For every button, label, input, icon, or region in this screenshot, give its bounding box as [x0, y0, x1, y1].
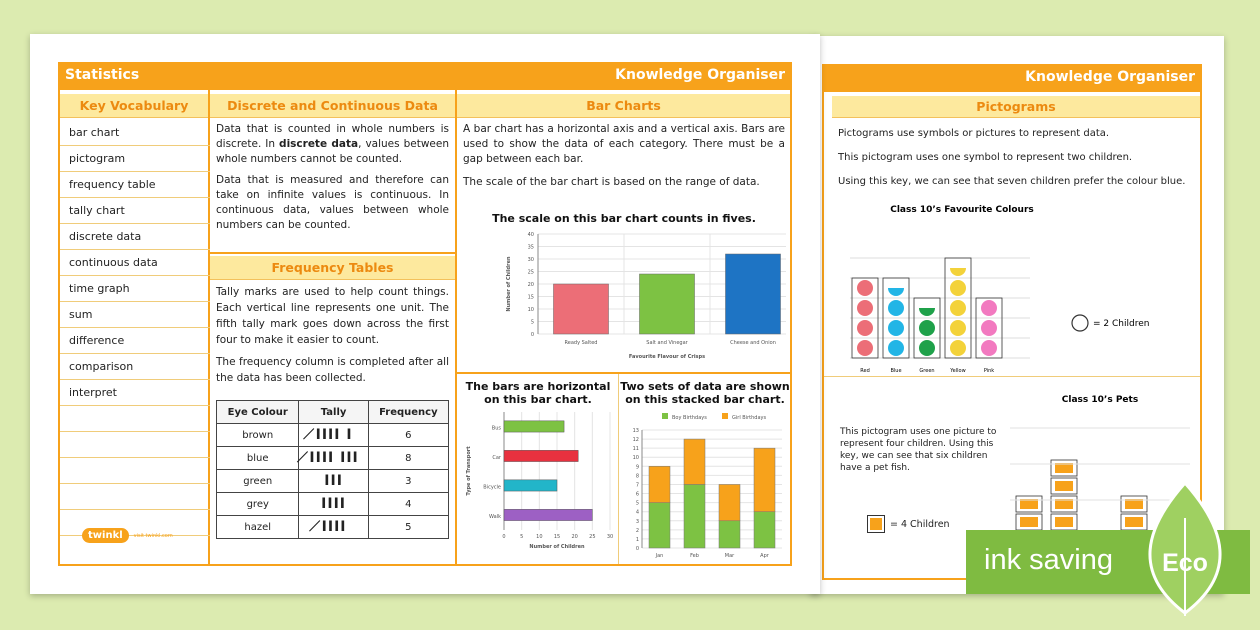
pictograms-p3: Using this key, we can see that seven children prefer the colour blue.: [838, 176, 1186, 187]
row-divider-left: [210, 252, 455, 254]
bar-ready-salted: [553, 284, 608, 334]
y-tick-label: 9: [635, 464, 639, 471]
y-tick-label: 20: [527, 282, 534, 288]
column-divider-2: [455, 90, 457, 564]
pictogram-symbol: [950, 320, 966, 336]
pictogram-colours-title: Class 10’s Favourite Colours: [890, 205, 1034, 215]
x-axis-label: Number of Children: [529, 544, 585, 550]
pictogram-half-symbol: [888, 288, 904, 296]
pictogram-colours-chart: [850, 196, 1200, 376]
discrete-p1: [216, 122, 449, 167]
x-tick-label: 15: [553, 534, 561, 540]
y-tick-label: 40: [527, 232, 534, 238]
tally-cell: ̸IIII: [299, 516, 368, 539]
table-cell: hazel: [217, 516, 299, 539]
frequency-text: [216, 284, 449, 392]
table-row: [217, 470, 449, 493]
vertical-bar-chart: [460, 226, 786, 366]
ink-saving-label: ink saving: [984, 544, 1113, 576]
pictogram-half-symbol: [950, 268, 966, 276]
pictogram-divider: [824, 376, 1200, 377]
tally-cell: ̸IIII I: [299, 424, 368, 447]
horizontal-bar-chart: [460, 408, 616, 556]
y-tick-label: 7: [635, 482, 639, 489]
discrete-p2: Data that is measured and therefore can take on infinite values is continuous. In continuous data, values between whole numbers can be counted.: [216, 174, 449, 231]
pictogram-symbol: [981, 320, 997, 336]
bar-charts-heading: Bar Charts: [457, 94, 790, 118]
discrete-p1a: Data that is counted in whole numbers is discrete. In: [216, 123, 449, 150]
table-header: Tally: [299, 401, 368, 424]
pictogram-symbol: [950, 340, 966, 356]
table-cell: 4: [368, 493, 448, 516]
bar-p1: A bar chart has a horizontal axis and a vertical axis. Bars are used to show the data of each category. There must be a gap between each bar.: [463, 123, 785, 165]
stacked-segment: [684, 484, 705, 548]
pictogram-symbol: [919, 340, 935, 356]
discrete-continuous-heading: Discrete and Continuous Data: [210, 94, 455, 118]
table-row: [217, 493, 449, 516]
table-cell: 8: [368, 447, 448, 470]
y-tick-label: 3: [635, 518, 639, 525]
pet-symbol: [1055, 517, 1073, 527]
y-tick-label: 8: [635, 473, 639, 480]
bar-p2: The scale of the bar chart is based on the range of data.: [463, 176, 760, 188]
page-two-title: Knowledge Organiser: [1025, 69, 1195, 85]
row-divider-right: [457, 372, 790, 374]
legend-label: Girl Birthdays: [732, 415, 767, 421]
y-tick-label: 5: [635, 500, 639, 507]
table-cell: blue: [217, 447, 299, 470]
pictogram-category-label: Green: [919, 368, 935, 374]
pictogram-symbol: [919, 320, 935, 336]
y-axis-label: Number of Children: [506, 256, 512, 312]
table-header: Frequency: [368, 401, 448, 424]
bar-charts-text: [463, 122, 785, 196]
x-tick-label: Salt and Vinegar: [646, 340, 688, 346]
tally-cell: ̸IIII III: [299, 447, 368, 470]
eco-leaf-icon: [1130, 478, 1240, 618]
pictograms-heading: Pictograms: [832, 96, 1200, 118]
stacked-segment: [754, 512, 775, 548]
y-tick-label: 11: [632, 446, 639, 453]
pet-symbol: [1055, 481, 1073, 491]
vocabulary-item: comparison: [60, 354, 210, 380]
pets-text: This pictogram uses one picture to represent four children. Using this key, we can see that six children have a pet fish.: [840, 427, 997, 473]
frequency-p1: Tally marks are used to help count things. Each vertical line represents one unit. The fifth tally mark goes down across the first four to make it easier to count.: [216, 286, 449, 346]
x-tick-label: 25: [589, 534, 596, 540]
chart1-title: The scale on this bar chart counts in fives.: [492, 212, 756, 225]
page-one-subject: Statistics: [65, 67, 140, 83]
tally-cell: IIII: [299, 493, 368, 516]
pictogram-symbol: [981, 340, 997, 356]
bar-walk: [504, 509, 592, 520]
y-tick-label: 13: [632, 428, 639, 434]
pets-key-label: = 4 Children: [890, 519, 950, 530]
discrete-continuous-text: [216, 122, 449, 239]
pictogram-key-label: = 2 Children: [1093, 319, 1150, 329]
page-two-header: [822, 64, 1202, 90]
table-cell: grey: [217, 493, 299, 516]
x-axis-label: Favourite Flavour of Crisps: [628, 354, 706, 360]
y-tick-label: 2: [635, 527, 639, 534]
table-header: Eye Colour: [217, 401, 299, 424]
pictogram-category-label: Blue: [890, 368, 902, 374]
stacked-bar-chart: [622, 408, 790, 558]
table-cell: 5: [368, 516, 448, 539]
y-tick-label: 35: [527, 244, 534, 251]
bar-bus: [504, 421, 564, 432]
y-tick-label: 10: [527, 307, 534, 313]
x-tick-label: 10: [536, 534, 543, 540]
pictograms-text: [838, 128, 1198, 194]
x-tick-label: Cheese and Onion: [730, 340, 776, 346]
table-cell: brown: [217, 424, 299, 447]
vocabulary-blank-line: [60, 432, 210, 458]
discrete-bold: discrete data: [279, 138, 359, 150]
y-tick-label: 12: [632, 437, 639, 444]
vocabulary-item: tally chart: [60, 198, 210, 224]
page-one-title: Knowledge Organiser: [615, 67, 785, 83]
vocabulary-item: interpret: [60, 380, 210, 406]
y-tick-label: 5: [530, 319, 534, 326]
vocabulary-item: discrete data: [60, 224, 210, 250]
pictogram-symbol: [857, 300, 873, 316]
tally-cell: III: [299, 470, 368, 493]
x-tick-label: 5: [520, 534, 524, 540]
vocabulary-item: continuous data: [60, 250, 210, 276]
y-tick-label: 1: [635, 536, 639, 543]
x-tick-label: 30: [606, 534, 614, 540]
table-cell: green: [217, 470, 299, 493]
y-tick-label: 6: [635, 491, 639, 498]
vocabulary-blank-line: [60, 484, 210, 510]
pictogram-category-label: Yellow: [950, 368, 966, 374]
y-tick-label: Walk: [489, 514, 501, 521]
y-tick-label: 10: [632, 455, 639, 462]
page-one-header: [58, 62, 792, 88]
pictogram-columns: [852, 258, 1002, 374]
pictogram-symbol: [950, 280, 966, 296]
pictogram-symbol: [981, 300, 997, 316]
pictogram-symbol: [888, 340, 904, 356]
y-axis-label: Type of Transport: [466, 446, 472, 496]
table-row: [217, 447, 449, 470]
table-row: [217, 424, 449, 447]
x-tick-label: 0: [502, 534, 506, 540]
twinkl-logo: [82, 528, 173, 543]
vocabulary-list: [60, 120, 210, 536]
pictograms-p2: This pictogram uses one symbol to represent two children.: [838, 152, 1133, 163]
pictogram-symbol: [888, 300, 904, 316]
pet-symbol: [1020, 517, 1038, 527]
table-cell: 3: [368, 470, 448, 493]
pictogram-half-symbol: [919, 308, 935, 316]
twinkl-tagline: visit twinkl.com: [133, 532, 173, 539]
vocabulary-blank-line: [60, 406, 210, 432]
pets-chart-title: Class 10’s Pets: [1061, 395, 1139, 405]
stacked-segment: [719, 484, 740, 520]
y-tick-label: 15: [527, 294, 534, 301]
stacked-segment: [684, 439, 705, 484]
x-tick-label: Jan: [655, 553, 664, 558]
chart3-title: Two sets of data are shown on this stacked bar chart.: [620, 380, 790, 406]
pets-key-square-icon: [868, 516, 884, 532]
y-tick-label: Bicycle: [483, 484, 501, 491]
vocabulary-item: sum: [60, 302, 210, 328]
twinkl-logo-mark: twinkl: [82, 528, 129, 543]
pictogram-category-label: Red: [860, 368, 870, 374]
legend-label: Boy Birthdays: [672, 415, 707, 421]
table-row: [217, 516, 449, 539]
bar-cheese-and-onion: [725, 254, 780, 334]
vocabulary-item: time graph: [60, 276, 210, 302]
pictogram-key-circle-icon: [1072, 315, 1088, 331]
legend-swatch: [662, 413, 668, 419]
x-tick-label: Mar: [724, 553, 735, 558]
legend-swatch: [722, 413, 728, 419]
pictogram-symbol: [950, 300, 966, 316]
pictogram-symbol: [888, 320, 904, 336]
x-tick-label: 20: [571, 534, 578, 540]
stacked-segment: [649, 503, 670, 548]
pictogram-symbol: [857, 340, 873, 356]
chart-divider: [618, 374, 619, 564]
chart2-title: The bars are horizontal on this bar chart.: [465, 380, 611, 406]
vocabulary-item: bar chart: [60, 120, 210, 146]
table-cell: 6: [368, 424, 448, 447]
bar-bicycle: [504, 480, 557, 491]
page-one: [30, 34, 820, 594]
vocabulary-item: difference: [60, 328, 210, 354]
bar-car: [504, 450, 578, 461]
bar-salt-and-vinegar: [639, 274, 694, 334]
discrete-p1c: , values between whole numbers cannot be counted.: [216, 138, 449, 165]
x-tick-label: Feb: [690, 553, 699, 558]
x-tick-label: Ready Salted: [564, 340, 598, 346]
pictograms-p1: Pictograms use symbols or pictures to represent data.: [838, 128, 1110, 139]
frequency-tables-heading: Frequency Tables: [210, 256, 455, 280]
frequency-table: [216, 400, 449, 539]
y-tick-label: 0: [530, 332, 534, 338]
y-tick-label: 0: [635, 546, 639, 552]
stacked-segment: [649, 466, 670, 502]
frequency-p2: The frequency column is completed after all the data has been collected.: [216, 356, 449, 384]
y-tick-label: Car: [492, 455, 501, 462]
stacked-segment: [719, 521, 740, 548]
pictogram-symbol: [857, 320, 873, 336]
y-tick-label: Bus: [491, 425, 501, 432]
stacked-segment: [754, 448, 775, 512]
pictogram-category-label: Pink: [983, 368, 995, 374]
x-tick-label: Apr: [760, 553, 769, 558]
y-tick-label: 30: [527, 257, 534, 263]
y-tick-label: 4: [635, 509, 639, 516]
pictogram-symbol: [857, 280, 873, 296]
vocabulary-item: pictogram: [60, 146, 210, 172]
y-tick-label: 25: [527, 269, 534, 276]
eco-badge-text: Eco: [1162, 549, 1208, 577]
key-vocabulary-heading: Key Vocabulary: [60, 94, 208, 118]
vocabulary-blank-line: [60, 458, 210, 484]
vocabulary-item: frequency table: [60, 172, 210, 198]
